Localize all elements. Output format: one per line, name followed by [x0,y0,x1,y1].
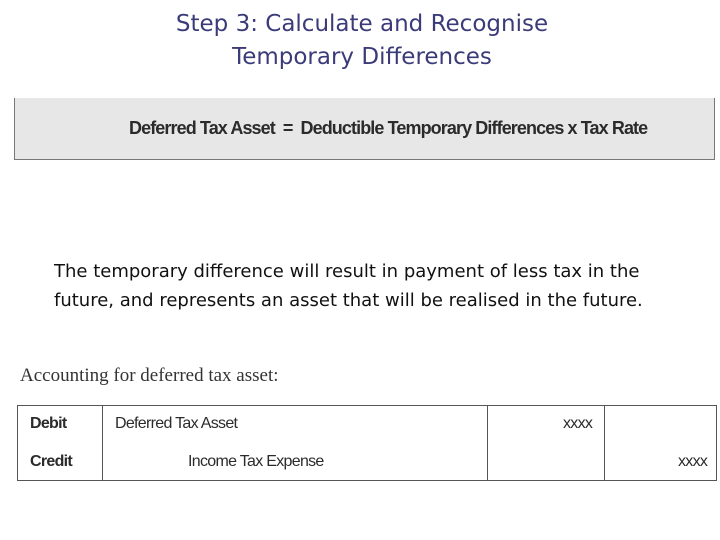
formula [129,118,647,139]
paragraph-line-1: The temporary difference will result in payment of less tax in the [54,261,640,282]
account-name: Income Tax Expense [188,453,324,470]
journal-entry-table [17,405,717,481]
column-divider [487,406,488,480]
row-label-debit: Debit [30,415,67,432]
formula-right: Deductible Temporary Differences x Tax Rate [300,118,648,138]
slide-title [0,8,720,74]
row-label-credit: Credit [30,453,73,470]
paragraph-line-2: future, and represents an asset that will be realised in the future. [54,290,643,311]
account-name: Deferred Tax Asset [115,415,238,432]
formula-operator: = [282,118,293,138]
credit-amount: xxxx [678,453,708,470]
formula-left: Deferred Tax Asset [129,118,275,138]
formula-box [14,98,715,160]
debit-amount: xxxx [563,415,593,432]
explanation-paragraph [54,257,704,315]
column-divider [102,406,103,480]
slide-title-line-2: Temporary Differences [232,44,492,70]
column-divider [604,406,605,480]
slide-title-line-1: Step 3: Calculate and Recognise [175,11,549,37]
accounting-heading: Accounting for deferred tax asset: [20,365,279,386]
